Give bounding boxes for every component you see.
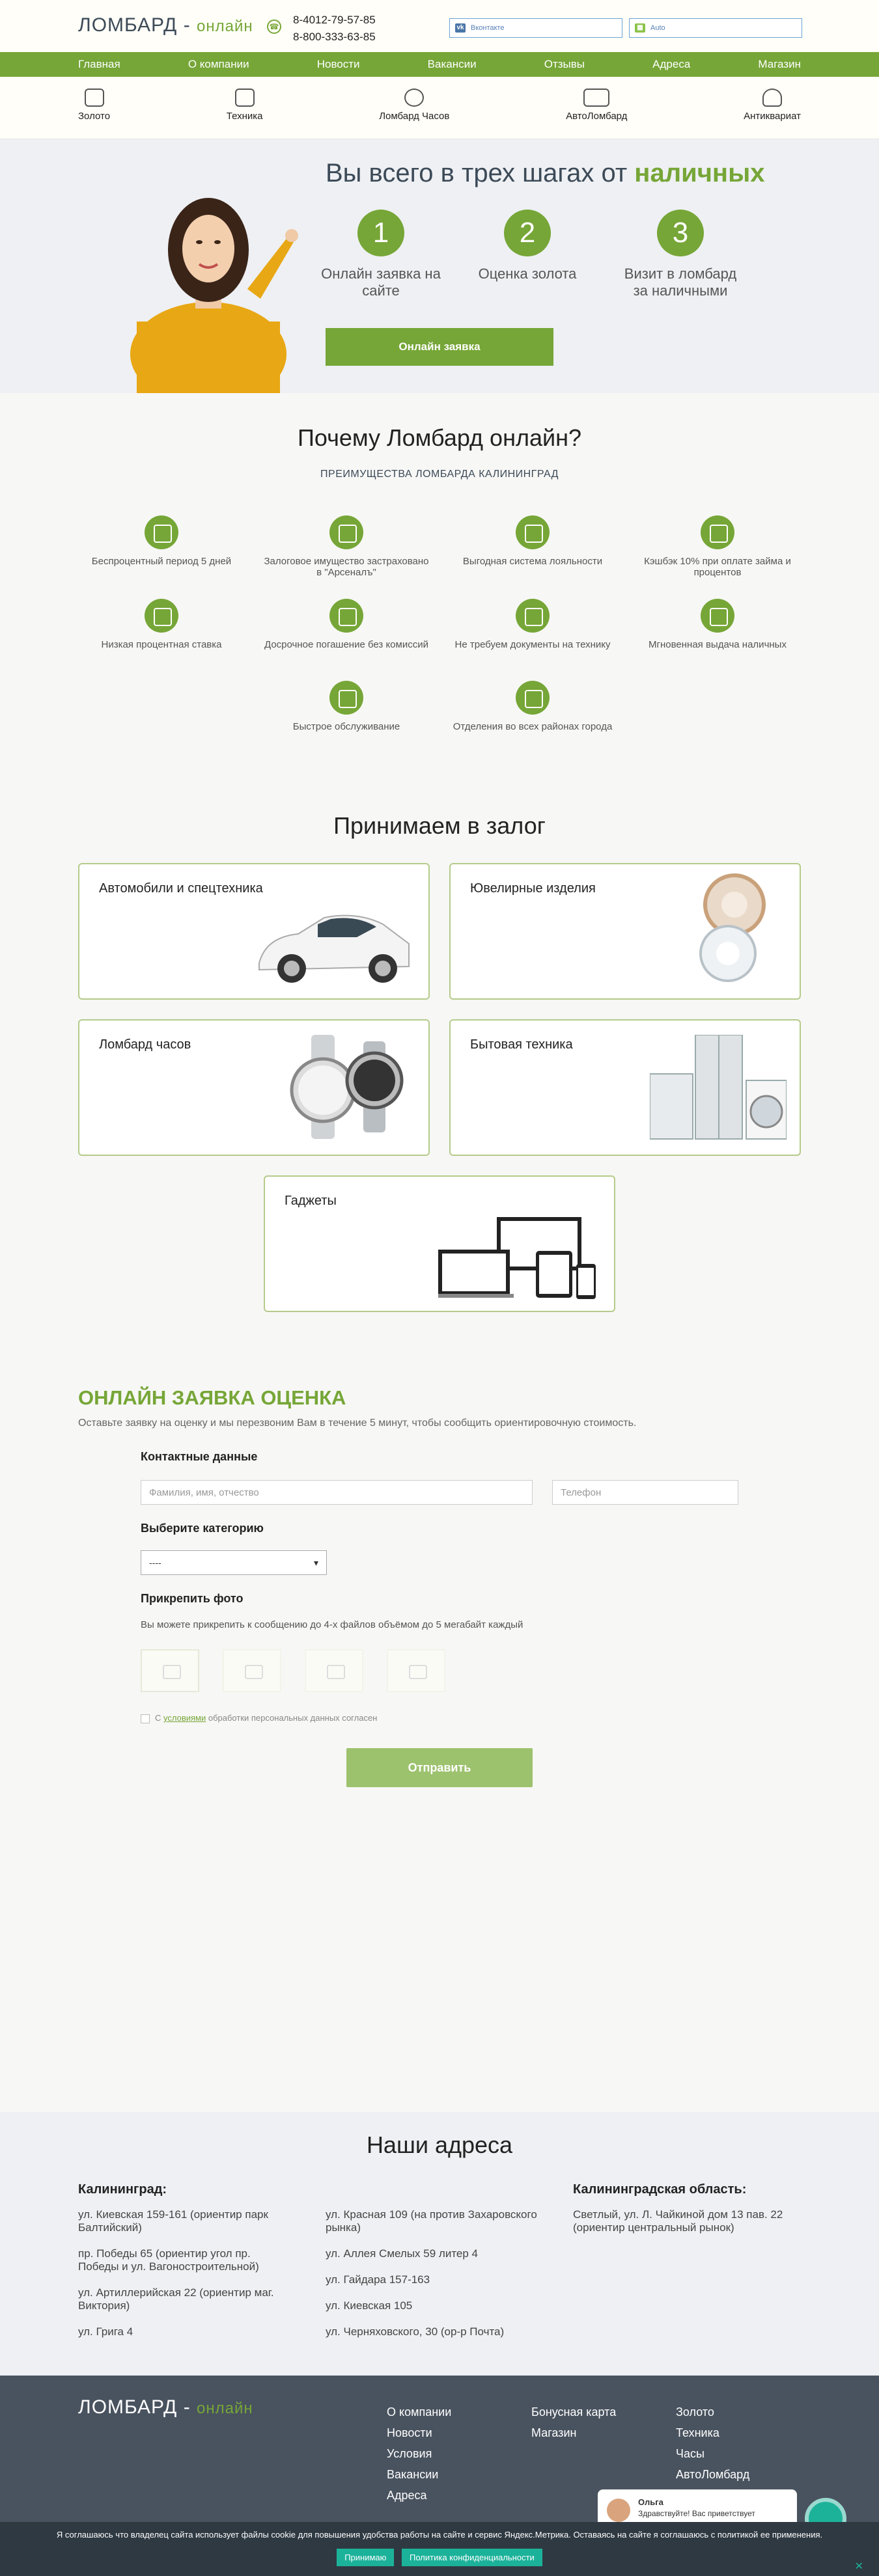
category-auto[interactable]: АвтоЛомбард [566,77,627,139]
advantage-item: Беспроцентный период 5 дней [77,515,246,567]
step-3: 3 Визит в ломбард за наличными [619,210,742,299]
online-request-button[interactable]: Онлайн заявка [326,328,553,366]
card-watches[interactable]: Ломбард часов [78,1019,430,1156]
advantage-icon [329,515,363,549]
step-1: 1 Онлайн заявка на сайте [319,210,443,299]
footer-link[interactable]: Вакансии [387,2468,439,2481]
category-tech[interactable]: Техника [227,77,263,139]
nav-item[interactable]: Адреса [652,58,691,70]
nav-item[interactable]: Магазин [758,58,801,70]
grid-icon: ▦ [635,23,645,33]
footer-link[interactable]: Часы [676,2447,705,2460]
tech-icon [235,89,255,107]
name-field[interactable]: Фамилия, имя, отчество [141,1480,533,1505]
category-select[interactable]: ---- ▾ [141,1550,327,1575]
nav-item[interactable]: Вакансии [427,58,477,70]
advantage-icon [701,599,734,633]
watches-image [272,1028,415,1145]
header [0,0,879,52]
advantage-icon [516,599,550,633]
chat-agent-name: Ольга [638,2497,663,2507]
footer-link[interactable]: АвтоЛомбард [676,2468,750,2481]
vk-widget[interactable]: vk Вконтакте [449,18,622,38]
address-item: Светлый, ул. Л. Чайкиной дом 13 пав. 22 (ориентир центральный рынок) [573,2208,783,2234]
watch-icon [404,89,424,107]
advantage-icon [329,599,363,633]
auto-widget[interactable]: ▦ Auto [629,18,802,38]
advantage-item: Залоговое имущество застраховано в "Арсеналъ" [262,515,431,578]
card-appliances[interactable]: Бытовая техника [449,1019,801,1156]
footer-link[interactable]: Магазин [531,2426,577,2439]
car-image [253,898,415,989]
gold-icon [85,89,104,107]
consent-row: С условиями обработки персональных данных согласен [141,1713,377,1723]
chat-message: Здравствуйте! Вас приветствует [638,2509,755,2518]
cookie-banner [0,2522,879,2576]
main-nav [0,52,879,77]
advantage-item: Не требуем документы на технику [448,599,617,650]
chevron-down-icon: ▾ [313,1557,318,1568]
advantage-icon [516,681,550,715]
advantage-item: Досрочное погашение без комиссий [262,599,431,650]
category-watches[interactable]: Ломбард Часов [379,77,449,139]
avatar [607,2499,630,2522]
footer-link[interactable]: Техника [676,2426,719,2439]
submit-button[interactable]: Отправить [346,1748,533,1787]
consent-checkbox[interactable] [141,1714,150,1723]
logo[interactable]: ЛОМБАРД - онлайн [78,14,253,36]
city-title: Калининград: [78,2182,167,2197]
address-item: пр. Победы 65 (ориентир угол пр. Победы и ул. Вагоностроительной) [78,2247,259,2273]
cookie-accept-button[interactable]: Принимаю [337,2549,394,2566]
advantage-icon [701,515,734,549]
footer-link[interactable]: Условия [387,2447,432,2460]
nav-item[interactable]: Отзывы [544,58,585,70]
footer-link[interactable]: Адреса [387,2489,427,2502]
card-auto[interactable]: Автомобили и спецтехника [78,863,430,1000]
footer-col-2 [531,2402,616,2443]
section-title: Принимаем в залог [333,812,546,839]
footer-link[interactable]: Золото [676,2405,714,2418]
photo-upload-slot[interactable] [305,1649,363,1692]
advantage-item: Низкая процентная ставка [77,599,246,650]
antique-icon [762,89,782,107]
privacy-policy-button[interactable]: Политика конфиденциальности [402,2549,542,2566]
photo-label: Прикрепить фото [141,1592,244,1605]
address-item: ул. Грига 4 [78,2325,133,2338]
nav-item[interactable]: Главная [78,58,120,70]
nav-item[interactable]: О компании [188,58,249,70]
phone-numbers [293,12,376,46]
photo-upload-slot[interactable] [387,1649,445,1692]
advantage-item: Кэшбэк 10% при оплате займа и процентов [633,515,802,578]
address-item: ул. Гайдара 157-163 [326,2273,430,2286]
phone-field[interactable]: Телефон [552,1480,738,1505]
footer-link[interactable]: О компании [387,2405,452,2418]
region-title: Калининградская область: [573,2182,747,2197]
advantages-section [0,424,879,480]
woman-image [117,159,306,393]
category-nav [0,77,879,139]
accept-section [0,812,879,840]
terms-link[interactable]: условиями [163,1713,206,1723]
address-item: ул. Киевская 159-161 (ориентир парк Балтийский) [78,2208,268,2234]
advantage-item: Выгодная система лояльности [448,515,617,567]
hero [0,139,879,393]
close-icon[interactable]: ✕ [854,2561,863,2572]
phone-1[interactable]: 8-4012-79-57-85 [293,14,376,26]
section-title: Наши адреса [366,2131,513,2158]
card-jewelry[interactable]: Ювелирные изделия [449,863,801,1000]
request-form [78,1386,801,1774]
section-subtitle: ПРЕИМУЩЕСТВА ЛОМБАРДА КАЛИНИНГРАД [320,469,559,480]
advantage-icon [329,681,363,715]
footer-col-1 [387,2402,451,2506]
category-gold[interactable]: Золото [78,77,110,139]
photo-upload-slot[interactable] [223,1649,281,1692]
photo-hint: Вы можете прикрепить к сообщению до 4-х файлов объёмом до 5 мегабайт каждый [141,1619,523,1630]
advantage-item: Мгновенная выдача наличных [633,599,802,650]
footer-logo[interactable]: ЛОМБАРД - онлайн [78,2396,253,2418]
advantage-item: Быстрое обслуживание [262,681,431,732]
footer-link[interactable]: Бонусная карта [531,2405,617,2418]
phone-2[interactable]: 8-800-333-63-85 [293,31,376,43]
form-lead: Оставьте заявку на оценку и мы перезвоним Вам в течение 5 минут, чтобы сообщить ориентировочную стоимость. [78,1418,637,1429]
jewelry-image [676,866,787,989]
nav-item[interactable]: Новости [316,58,360,70]
appliances-image [650,1035,787,1145]
form-title: ОНЛАЙН ЗАЯВКА ОЦЕНКА [78,1386,346,1409]
vk-icon: vk [455,23,466,33]
advantage-icon [516,515,550,549]
advantage-icon [145,515,178,549]
footer-link[interactable]: Новости [387,2426,432,2439]
cookie-text: Я соглашаюсь что владелец сайта использует файлы cookie для повышения удобства работы на сайте и сервис Яндекс.Метрика. Оставаясь на сайте я соглашаюсь с политикой ее применения. [56,2530,823,2540]
address-item: ул. Красная 109 (на против Захаровского рынка) [326,2208,537,2234]
address-item: ул. Киевская 105 [326,2299,413,2312]
card-gadgets[interactable]: Гаджеты [264,1175,615,1312]
address-item: ул. Артиллерийская 22 (ориентир маг. Виктория) [78,2286,274,2312]
phone-icon: ☎ [267,20,281,34]
address-item: ул. Аллея Смелых 59 литер 4 [326,2247,478,2260]
car-icon [583,89,609,107]
contact-label: Контактные данные [141,1450,258,1463]
category-antique[interactable]: Антиквариат [744,77,801,139]
photo-upload-slot[interactable] [141,1649,199,1692]
footer-col-3 [676,2402,749,2485]
address-item: ул. Черняховского, 30 (ор-р Почта) [326,2325,505,2338]
advantage-item: Отделения во всех районах города [448,681,617,732]
gadgets-image [438,1217,601,1302]
advantage-icon [145,599,178,633]
section-title: Почему Ломбард онлайн? [298,424,581,451]
category-label: Выберите категорию [141,1522,264,1535]
addresses-section [0,2112,879,2376]
hero-title: Вы всего в трех шагах от наличных [326,159,765,187]
step-2: 2 Оценка золота [466,210,589,282]
